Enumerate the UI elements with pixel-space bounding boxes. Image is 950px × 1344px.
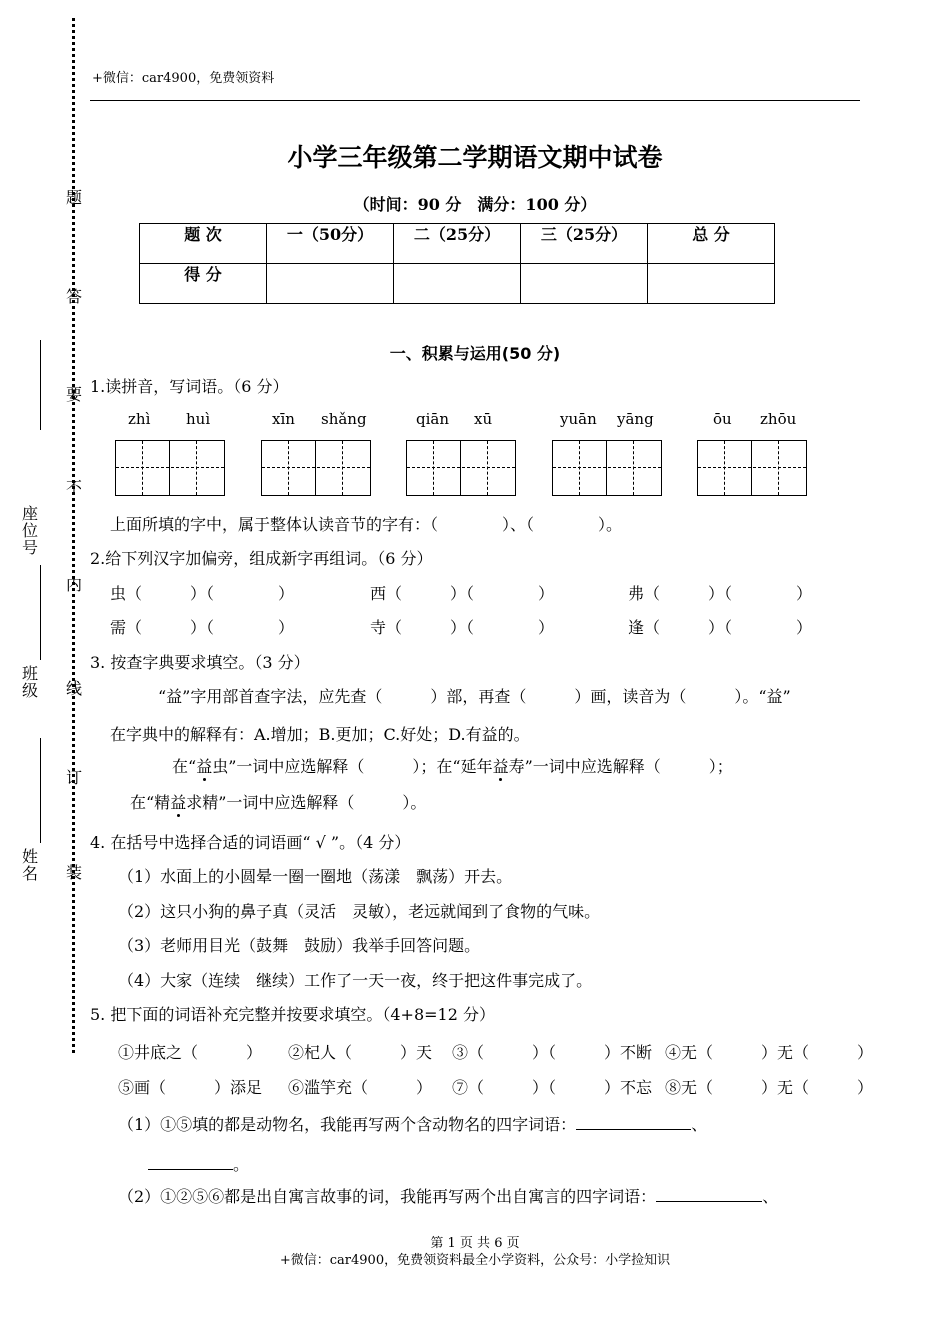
binding-char: 不 — [66, 478, 83, 497]
answer-blank[interactable] — [576, 1129, 691, 1130]
binding-char: 题 — [66, 188, 83, 207]
exam-subtitle: （时间：90 分 满分：100 分） — [353, 195, 597, 214]
pinyin: shǎng — [321, 410, 367, 428]
class-label: 班级 — [22, 664, 39, 700]
binding-char: 要 — [66, 385, 83, 404]
name-fill-line[interactable] — [40, 738, 41, 843]
word-choice-item[interactable]: （1）水面上的小圆晕一圈一圈地（荡漾 飘荡）开去。 — [118, 867, 513, 886]
table-cell: 题 次 — [140, 224, 267, 264]
section-title: 一、积累与运用(50 分) — [389, 344, 561, 363]
answer-blank[interactable] — [656, 1201, 762, 1202]
page-title: 小学三年级第二学期语文期中试卷 — [287, 143, 663, 172]
table-cell: 一（50分） — [267, 224, 394, 264]
table-cell: 总 分 — [648, 224, 775, 264]
question-4-title: 4. 在括号中选择合适的词语画“ √ ”。（4 分） — [90, 833, 411, 852]
radical-item: 虫（ ）（ ） — [110, 584, 295, 603]
radical-item: 弗（ ）（ ） — [628, 584, 813, 603]
pinyin: xū — [474, 410, 493, 428]
pinyin: yāng — [617, 410, 654, 428]
question-1-followup: 上面所填的字中，属于整体认读音节的字有：（ ）、（ ）。 — [110, 515, 623, 534]
pinyin: xīn — [272, 410, 295, 428]
class-fill-line[interactable] — [40, 565, 41, 660]
pinyin: huì — [186, 410, 211, 428]
binding-char: 答 — [66, 287, 83, 306]
pinyin: yuān — [560, 410, 597, 428]
page-number: 第 1 页 共 6 页 — [430, 1236, 520, 1251]
table-cell: 二（25分） — [394, 224, 521, 264]
question-5-sub-1-cont: 。 — [148, 1152, 249, 1175]
question-3-line: 在字典中的解释有：A.增加；B.更加；C.好处；D.有益的。 — [110, 725, 530, 744]
radical-item: 逢（ ）（ ） — [628, 618, 813, 637]
pinyin: zhōu — [760, 410, 797, 428]
score-input-cell[interactable] — [521, 264, 648, 304]
question-3-line: 在“益虫”一词中应选解释（ ）；在“延年益寿”一词中应选解释（ ）； — [172, 757, 733, 776]
writing-grid[interactable] — [406, 440, 516, 496]
idiom-item: ④无（ ）无（ ） — [665, 1043, 874, 1062]
footer-note: +微信：car4900，免费领资料最全小学资料，公众号：小学捡知识 — [279, 1253, 671, 1268]
idiom-item: ⑧无（ ）无（ ） — [665, 1078, 874, 1097]
pinyin: qiān — [416, 410, 450, 428]
header-rule — [90, 100, 860, 101]
emphasis-char: 益 — [196, 757, 213, 776]
score-table-header-row — [140, 224, 775, 264]
question-5-sub-1: （1）①⑤填的都是动物名，我能再写两个含动物名的四字词语： 、 — [118, 1115, 708, 1134]
score-input-cell[interactable] — [394, 264, 521, 304]
name-label: 姓名 — [22, 847, 39, 883]
question-2-title: 2.给下列汉字加偏旁，组成新字再组词。（6 分） — [90, 549, 433, 568]
idiom-item: ②杞人（ ）天 — [288, 1043, 433, 1062]
binding-char: 内 — [66, 575, 83, 594]
idiom-item: ⑦（ ）（ ）不忘 — [452, 1078, 653, 1097]
question-1-title: 1.读拼音，写词语。（6 分） — [90, 377, 289, 396]
idiom-item: ①井底之（ ） — [118, 1043, 263, 1062]
binding-char: 线 — [66, 679, 83, 698]
emphasis-char: 益 — [170, 793, 187, 812]
word-choice-item[interactable]: （2）这只小狗的鼻子真（灵活 灵敏），老远就闻到了食物的气味。 — [118, 902, 601, 921]
table-cell: 得 分 — [140, 264, 267, 304]
score-input-cell[interactable] — [267, 264, 394, 304]
writing-grid[interactable] — [552, 440, 662, 496]
question-3-line: 在“精益求精”一词中应选解释（ ）。 — [130, 793, 427, 812]
seat-number-label: 座位号 — [22, 504, 39, 557]
word-choice-item[interactable]: （3）老师用目光（鼓舞 鼓励）我举手回答问题。 — [118, 936, 481, 955]
writing-grid[interactable] — [115, 440, 225, 496]
question-3-title: 3. 按查字典要求填空。（3 分） — [90, 653, 310, 672]
writing-grid[interactable] — [261, 440, 371, 496]
question-3-line: “益”字用部首查字法，应先查（ ）部，再查（ ）画，读音为（ ）。“益” — [158, 687, 791, 706]
idiom-item: ③（ ）（ ）不断 — [452, 1043, 653, 1062]
score-table-score-row — [140, 264, 775, 304]
header-note: +微信：car4900，免费领资料 — [92, 71, 275, 86]
binding-char: 装 — [66, 863, 83, 882]
pinyin: zhì — [128, 410, 151, 428]
score-input-cell[interactable] — [648, 264, 775, 304]
pinyin: ōu — [713, 410, 732, 428]
word-choice-item[interactable]: （4）大家（连续 继续）工作了一天一夜，终于把这件事完成了。 — [118, 971, 593, 990]
binding-char: 订 — [66, 768, 83, 787]
radical-item: 西（ ）（ ） — [370, 584, 555, 603]
table-cell: 三（25分） — [521, 224, 648, 264]
question-5-title: 5. 把下面的词语补充完整并按要求填空。（4+8=12 分） — [90, 1005, 495, 1024]
answer-blank[interactable] — [148, 1169, 233, 1170]
question-5-sub-2: （2）①②⑤⑥都是出自寓言故事的词，我能再写两个出自寓言的四字词语： 、 — [118, 1187, 779, 1206]
emphasis-char: 益 — [492, 757, 509, 776]
radical-item: 寺（ ）（ ） — [370, 618, 555, 637]
idiom-item: ⑥滥竽充（ ） — [288, 1078, 433, 1097]
score-table — [139, 223, 775, 304]
writing-grid[interactable] — [697, 440, 807, 496]
radical-item: 需（ ）（ ） — [110, 618, 295, 637]
idiom-item: ⑤画（ ）添足 — [118, 1078, 263, 1097]
